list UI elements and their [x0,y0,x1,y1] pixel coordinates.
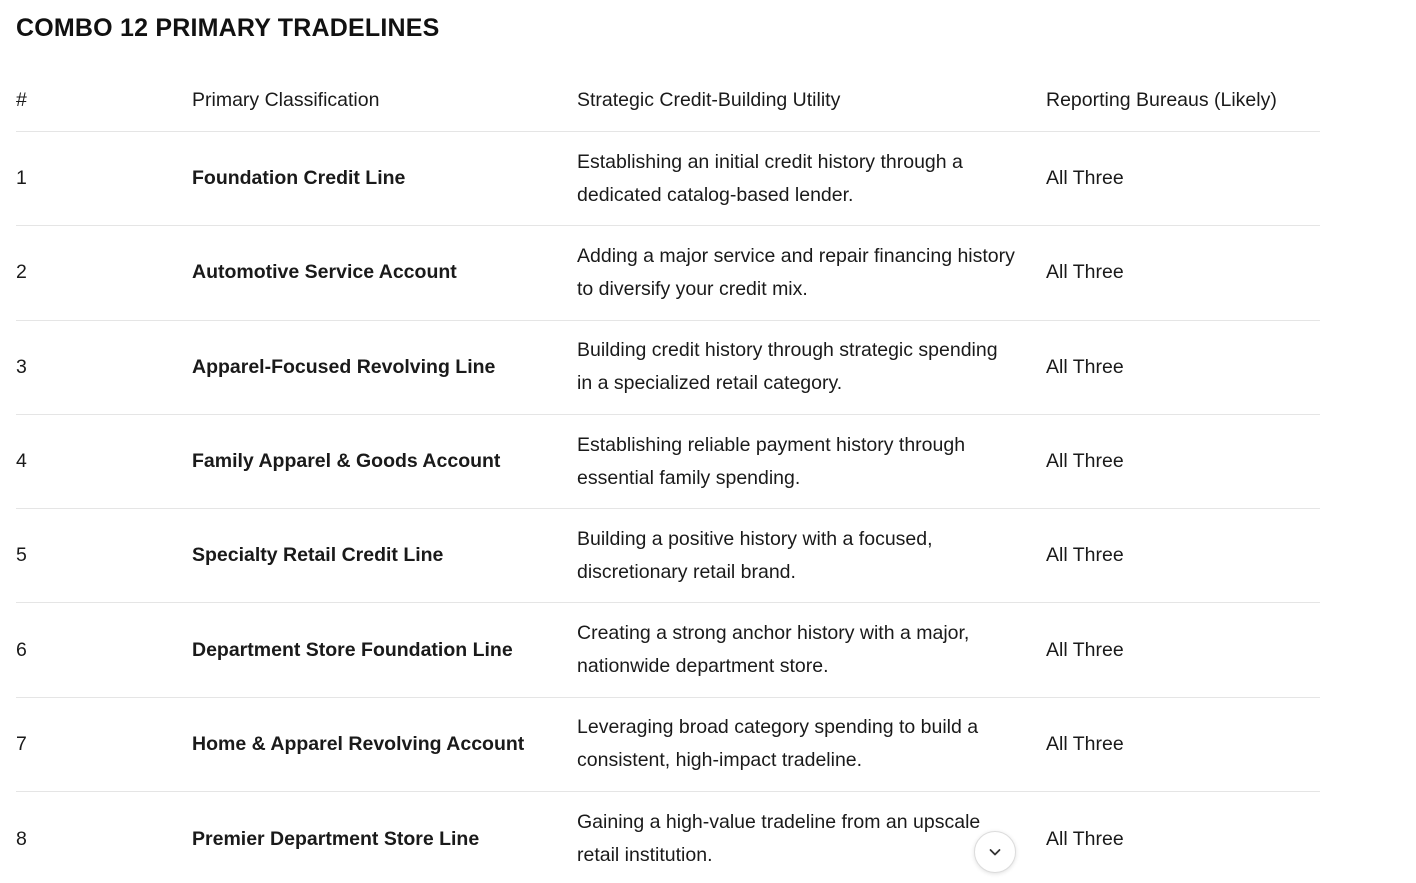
row-utility: Establishing an initial credit history through a dedicated catalog-based lender. [577,150,963,206]
tradelines-table [16,70,1320,883]
row-num: 5 [16,544,27,567]
header-num: # [16,89,27,111]
header-utility: Strategic Credit-Building Utility [577,89,841,111]
row-utility: Adding a major service and repair financing history to diversify your credit mix. [577,244,1015,300]
row-bureaus: All Three [1046,638,1124,661]
scroll-down-button[interactable] [974,831,1016,873]
row-utility: Gaining a high-value tradeline from an upscale retail institution. [577,811,981,867]
row-classification: Foundation Credit Line [192,167,406,190]
row-bureaus: All Three [1046,450,1124,473]
row-classification: Department Store Foundation Line [192,638,513,661]
row-bureaus: All Three [1046,827,1124,850]
row-classification: Home & Apparel Revolving Account [192,732,525,755]
row-num: 1 [16,167,27,190]
table-row [16,415,1320,509]
row-utility: Leveraging broad category spending to build a consistent, high-impact tradeline. [577,716,979,772]
chevron-down-icon [987,844,1003,860]
table-row [16,509,1320,603]
row-bureaus: All Three [1046,261,1124,284]
row-bureaus: All Three [1046,167,1124,190]
row-num: 4 [16,450,27,473]
table-row [16,698,1320,792]
row-utility: Building credit history through strategic spending in a specialized retail category. [577,339,998,395]
row-num: 3 [16,355,27,378]
header-classification: Primary Classification [192,89,380,111]
row-utility: Creating a strong anchor history with a major, nationwide department store. [577,622,970,678]
row-bureaus: All Three [1046,355,1124,378]
row-num: 6 [16,638,27,661]
table-row [16,792,1320,883]
table-row [16,603,1320,697]
row-classification: Premier Department Store Line [192,827,480,850]
row-classification: Apparel-Focused Revolving Line [192,355,496,378]
row-bureaus: All Three [1046,544,1124,567]
row-bureaus: All Three [1046,732,1124,755]
table-row [16,226,1320,320]
row-num: 7 [16,732,27,755]
row-num: 2 [16,261,27,284]
row-num: 8 [16,827,27,850]
row-classification: Automotive Service Account [192,261,457,284]
table-row [16,132,1320,226]
row-utility: Establishing reliable payment history through essential family spending. [577,433,966,489]
header-bureaus: Reporting Bureaus (Likely) [1046,89,1277,111]
row-classification: Family Apparel & Goods Account [192,450,501,473]
table-row [16,321,1320,415]
row-classification: Specialty Retail Credit Line [192,544,444,567]
table-header-row [16,70,1320,132]
row-utility: Building a positive history with a focused, discretionary retail brand. [577,527,933,583]
page-title: COMBO 12 PRIMARY TRADELINES [16,14,440,42]
